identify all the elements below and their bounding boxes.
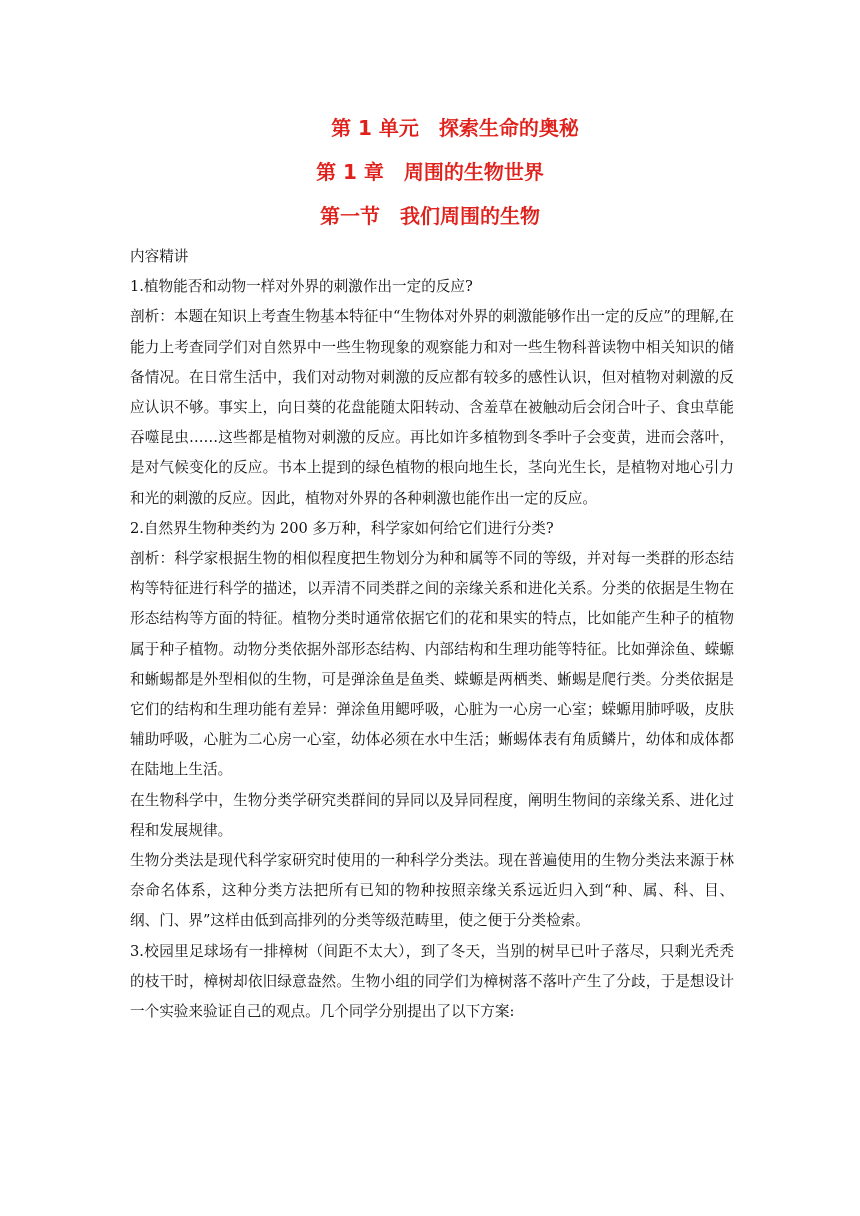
question-1: 1.植物能否和动物一样对外界的刺激作出一定的反应? — [130, 278, 473, 296]
document-body — [130, 240, 734, 1027]
section-title: 第一节 我们周围的生物 — [320, 204, 540, 228]
answer-2: 剖析：科学家根据生物的相似程度把生物划分为种和属等不同的等级，并对每一类群的形态结构等特征进行科学的描述，以弄清不同类群之间的亲缘关系和进化关系。分类的依据是生物在形态结构等方面的特征。植物分类时通常依据它们的花和果实的特点，比如能产生种子的植物属于种子植物。动物分类依据外部形态结构、内部结构和生理功能等特征。比如弹涂鱼、蝾螈和蜥蜴都是外型相似的生物，可是弹涂鱼是鱼类、蝾螈是两栖类、蜥蜴是爬行类。分类依据是它们的结构和生理功能有差异：弹涂鱼用鳃呼吸，心脏为一心房一心室；蝾螈用肺呼吸，皮肤辅助呼吸，心脏为二心房一心室，幼体必须在水中生活；蜥蜴体表有角质鳞片，幼体和成体都在陆地上生活。 — [130, 550, 734, 779]
answer-1: 剖析：本题在知识上考查生物基本特征中“生物体对外界的刺激能够作出一定的反应”的理解,在能力上考查同学们对自然界中一些生物现象的观察能力和对一些生物科普读物中相关知识的储备情况。在日常生活中，我们对动物对刺激的反应都有较多的感性认识，但对植物对刺激的反应认识不够。事实上，向日葵的花盘能随太阳转动、含羞草在被触动后会闭合叶子、食虫草能吞噬昆虫……这些都是植物对刺激的反应。再比如许多植物到冬季叶子会变黄，进而会落叶，是对气候变化的反应。书本上提到的绿色植物的根向地生长，茎向光生长，是植物对地心引力和光的刺激的反应。因此，植物对外界的各种刺激也能作出一定的反应。 — [130, 308, 734, 507]
paragraph-taxonomy: 在生物科学中，生物分类学研究类群间的异同以及异同程度，阐明生物间的亲缘关系、进化过程和发展规律。 — [130, 791, 734, 839]
content-label: 内容精讲 — [130, 248, 189, 265]
paragraph-classification: 生物分类法是现代科学家研究时使用的一种科学分类法。现在普遍使用的生物分类法来源于林奈命名体系，这种分类方法把所有已知的物种按照亲缘关系远近归入到“种、属、科、目、纲、门、界”这样由低到高排列的分类等级范畴里，使之便于分类检索。 — [130, 852, 734, 930]
chapter-title: 第 1 章 周围的生物世界 — [316, 160, 544, 184]
unit-title: 第 1 单元 探索生命的奥秘 — [331, 116, 579, 140]
question-3: 3.校园里足球场有一排樟树（间距不太大），到了冬天，当别的树早已叶子落尽，只剩光秃秃的枝干时，樟树却依旧绿意盎然。生物小组的同学们为樟树落不落叶产生了分歧，于是想设计一个实验来验证自己的观点。几个同学分别提出了以下方案: — [130, 942, 734, 1021]
question-2: 2.自然界生物种类约为 200 多万种，科学家如何给它们进行分类? — [130, 519, 554, 537]
